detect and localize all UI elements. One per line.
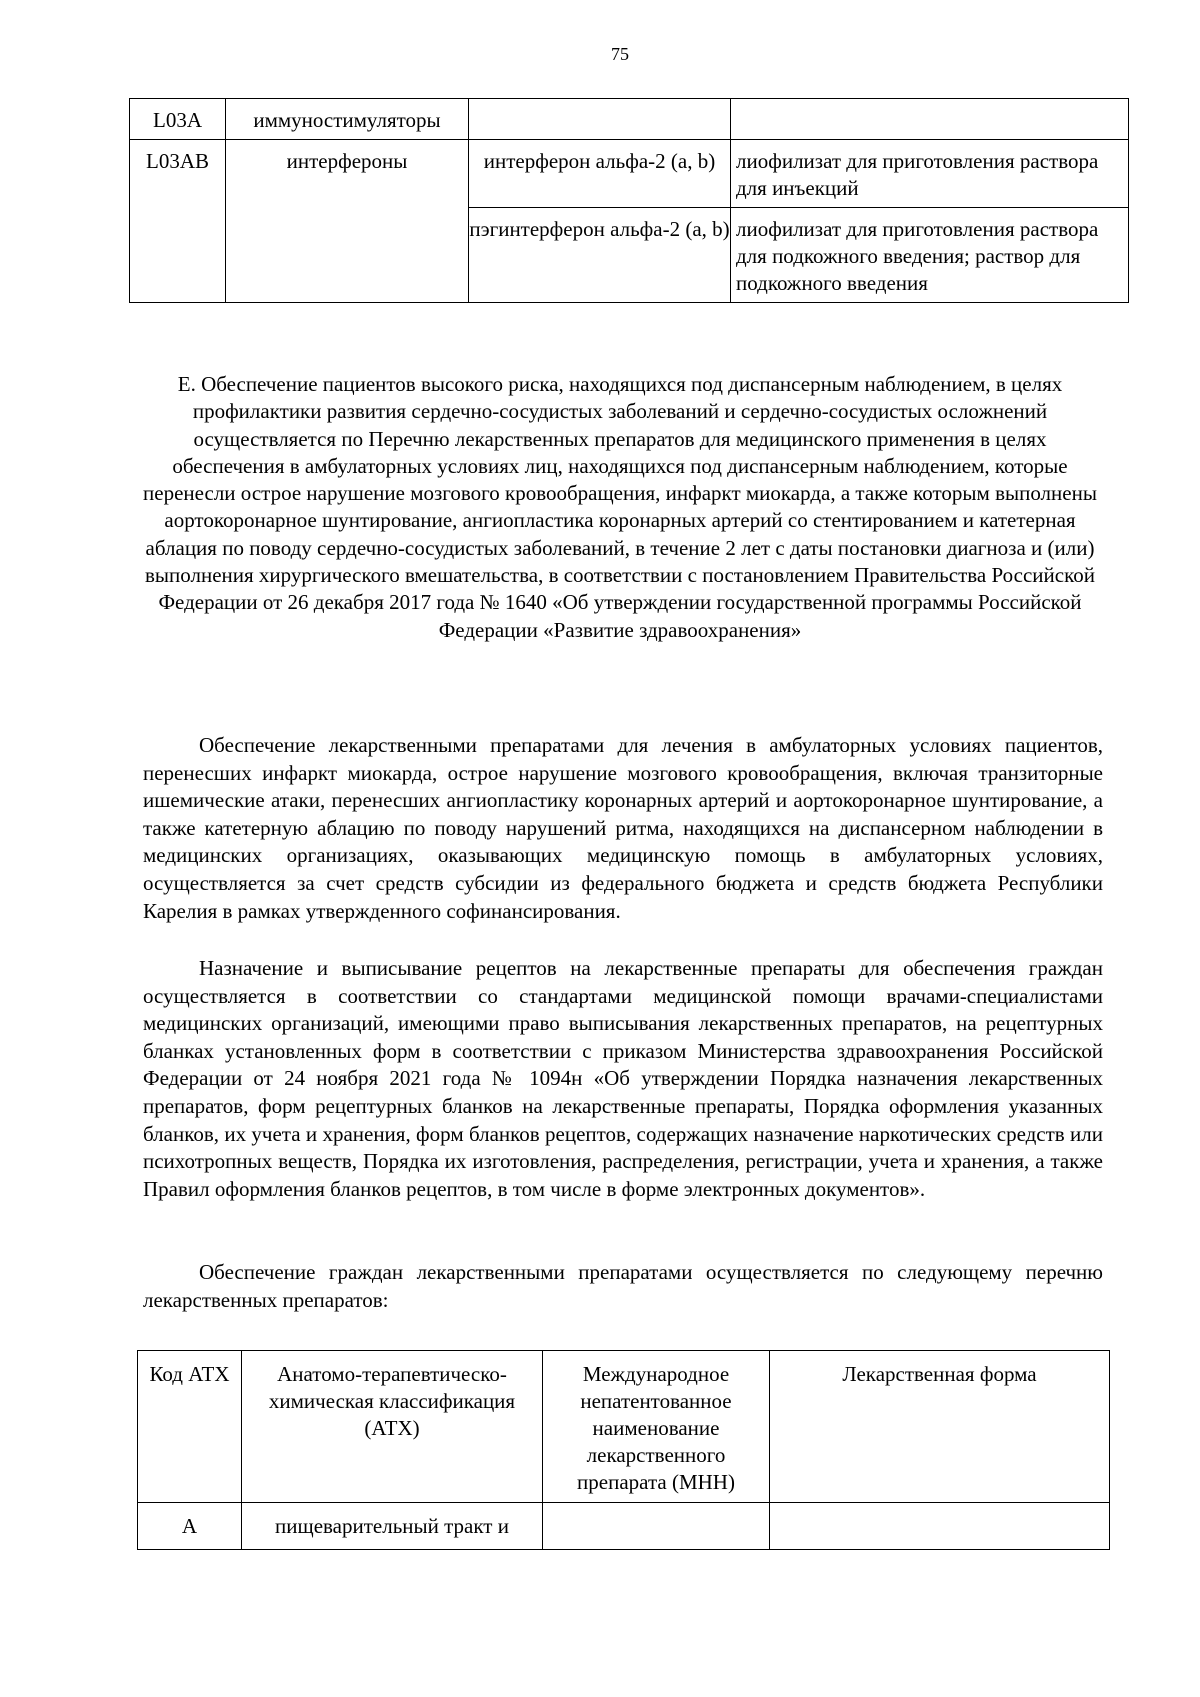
paragraph-prescriptions bbox=[143, 955, 1103, 1203]
dosage-form-cell bbox=[770, 1503, 1110, 1550]
dosage-form-cell bbox=[731, 99, 1129, 140]
table-row bbox=[138, 1503, 1110, 1550]
header-inn: Международное непатентованное наименование лекарственного препарата (МНН) bbox=[543, 1351, 770, 1503]
atc-group-cell: иммуностимуляторы bbox=[226, 99, 469, 140]
atc-table-continued bbox=[129, 98, 1129, 303]
table-row bbox=[130, 140, 1129, 208]
inn-cell bbox=[543, 1503, 770, 1550]
atc-code-cell: L03AB bbox=[130, 140, 226, 303]
inn-cell: пэгинтерферон альфа-2 (a, b) bbox=[469, 208, 731, 303]
paragraph-funding bbox=[143, 732, 1103, 925]
paragraph-list-intro bbox=[143, 1259, 1103, 1314]
dosage-form-cell: лиофилизат для приготовления раствора для инъекций bbox=[731, 140, 1129, 208]
table-header-row bbox=[138, 1351, 1110, 1503]
atc-group-cell: интерфероны bbox=[226, 140, 469, 303]
inn-cell: интерферон альфа-2 (a, b) bbox=[469, 140, 731, 208]
dosage-form-cell: лиофилизат для приготовления раствора для подкожного введения; раствор для подкожного введения bbox=[731, 208, 1129, 303]
paragraph: Назначение и выписывание рецептов на лекарственные препараты для обеспечения граждан осуществляется в соответствии со стандартами медицинской помощи врачами-специалистами медицинских организаций, имеющими право выписывания лекарственных препаратов, на рецептурных бланках установленных форм в соответствии с приказом Министерства здравоохранения Российской Федерации от 24 ноября 2021 года № 1094н «Об утверждении Порядка назначения лекарственных препаратов, форм рецептурных бланков на лекарственные препараты, Порядка оформления указанных бланков, их учета и хранения, форм бланков рецептов, содержащих назначение наркотических средств или психотропных веществ, Порядка их изготовления, распределения, регистрации, учета и хранения, а также Правил оформления бланков рецептов, в том числе в форме электронных документов». bbox=[143, 956, 1103, 1201]
header-atc-classification: Анатомо-терапевтическо-химическая классификация (АТХ) bbox=[242, 1351, 543, 1503]
page-number: 75 bbox=[611, 44, 629, 64]
paragraph: Обеспечение граждан лекарственными препаратами осуществляется по следующему перечню лекарственных препаратов: bbox=[143, 1260, 1103, 1312]
header-dosage-form: Лекарственная форма bbox=[770, 1351, 1110, 1503]
atc-group-cell: пищеварительный тракт и bbox=[242, 1503, 543, 1550]
section-heading: Е. Обеспечение пациентов высокого риска, находящихся под диспансерным наблюдением, в целях профилактики развития сердечно-сосудистых заболеваний и сердечно-сосудистых осложнений осуществляется по Перечню лекарственных препаратов для медицинского применения в целях обеспечения в амбулаторных условиях лиц, находящихся под диспансерным наблюдением, которые перенесли острое нарушение мозгового кровообращения, инфаркт миокарда, а также которым выполнены аортокоронарное шунтирование, ангиопластика коронарных артерий со стентированием и катетерная аблация по поводу сердечно-сосудистых заболеваний, в течение 2 лет с даты постановки диагноза и (или) выполнения хирургического вмешательства, в соответствии с постановлением Правительства Российской Федерации от 26 декабря 2017 года № 1640 «Об утверждении государственной программы Российской Федерации «Развитие здравоохранения» bbox=[143, 372, 1097, 642]
atc-code-cell: A bbox=[138, 1503, 242, 1550]
drug-list-table bbox=[137, 1350, 1110, 1550]
paragraph: Обеспечение лекарственными препаратами для лечения в амбулаторных условиях пациентов, перенесших инфаркт миокарда, острое нарушение мозгового кровообращения, включая транзиторные ишемические атаки, перенесших ангиопластику коронарных артерий и аортокоронарное шунтирование, а также катетерную аблацию по поводу нарушений ритма, находящихся на диспансерном наблюдении в медицинских организациях, оказывающих медицинскую помощь в амбулаторных условиях, осуществляется за счет средств субсидии из федерального бюджета и средств бюджета Республики Карелия в рамках утвержденного софинансирования. bbox=[143, 733, 1103, 923]
atc-code-cell: L03A bbox=[130, 99, 226, 140]
table-row bbox=[130, 99, 1129, 140]
header-atc-code: Код АТХ bbox=[138, 1351, 242, 1503]
inn-cell bbox=[469, 99, 731, 140]
